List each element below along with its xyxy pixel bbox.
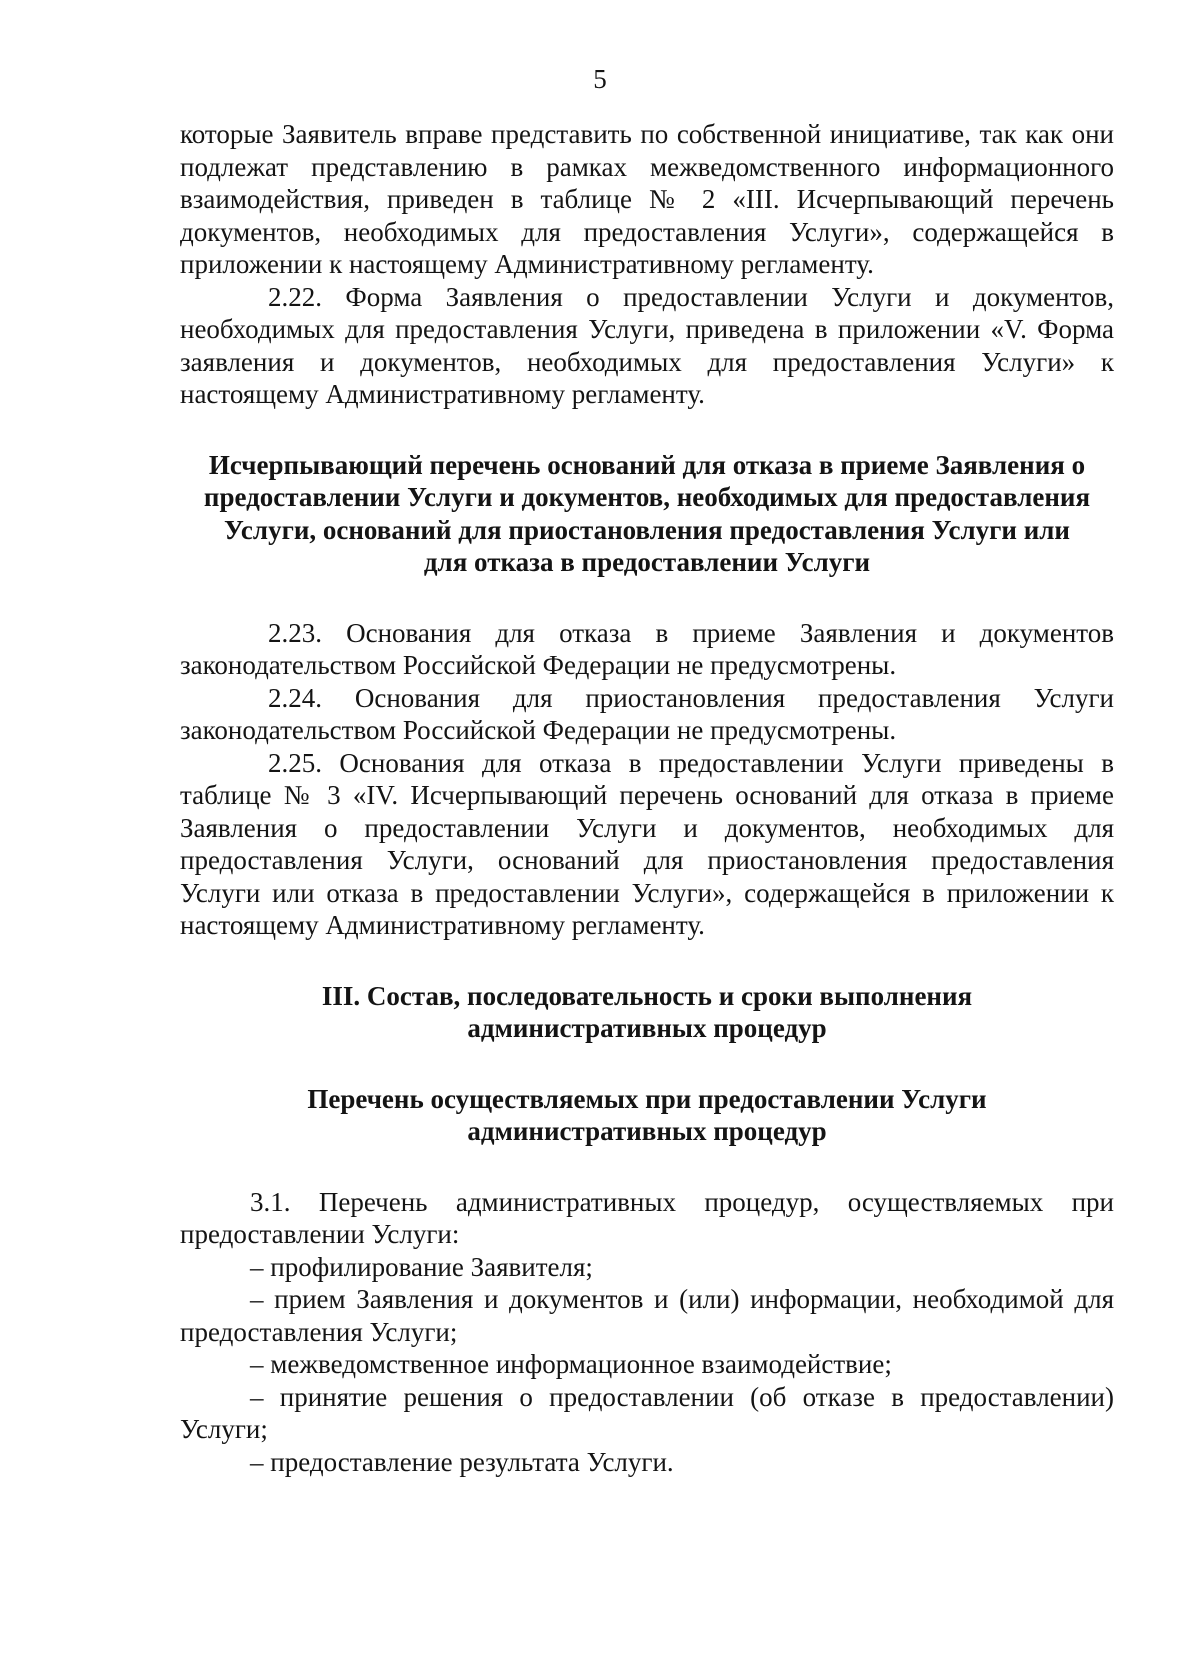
heading-line: III. Состав, последовательность и сроки выполнения <box>321 980 973 1011</box>
procedure-item: – профилирование Заявителя; <box>250 1251 593 1282</box>
heading-line: Услуги, оснований для приостановления предоставления Услуги или <box>224 514 1070 545</box>
heading-section-3 <box>180 980 1114 1045</box>
heading-line: административных процедур <box>467 1013 827 1043</box>
heading-line: Перечень осуществляемых при предоставлении Услуги <box>307 1083 987 1114</box>
paragraph-2-23: 2.23. Основания для отказа в приеме Заявления и документов законодательством Российской Федерации не предусмотрены. <box>180 617 1114 680</box>
paragraph-intro: которые Заявитель вправе представить по собственной инициативе, так как они подлежат представлению в рамках межведомственного информационного взаимодействия, приведен в таблице № 2 «III. Исчерпывающий перечень документов, необходимых для предоставления Услуги», содержащейся в приложении к настоящему Административному регламенту. <box>180 119 1114 279</box>
heading-refusal-grounds <box>180 449 1114 579</box>
procedure-item: – принятие решения о предоставлении (об отказе в предоставлении) Услуги; <box>180 1381 1114 1444</box>
heading-line: предоставлении Услуги и документов, необходимых для предоставления <box>203 482 1091 512</box>
procedure-item: – прием Заявления и документов и (или) информации, необходимой для предоставления Услуги; <box>180 1284 1114 1347</box>
heading-line: для отказа в предоставлении Услуги <box>423 547 871 577</box>
page-number: 5 <box>593 64 607 94</box>
procedure-item: – межведомственное информационное взаимодействие; <box>250 1349 892 1379</box>
paragraph-3-1: 3.1. Перечень административных процедур, осуществляемых при предоставлении Услуги: <box>180 1186 1114 1249</box>
heading-line: Исчерпывающий перечень оснований для отказа в приеме Заявления о <box>208 449 1086 480</box>
paragraph-2-24: 2.24. Основания для приостановления предоставления Услуги законодательством Российской Федерации не предусмотрены. <box>180 682 1114 745</box>
paragraph-2-22: 2.22. Форма Заявления о предоставлении Услуги и документов, необходимых для предоставления Услуги, приведена в приложении «V. Форма заявления и документов, необходимых для предоставления Услуги» к настоящему Административному регламенту. <box>180 281 1114 409</box>
heading-line: административных процедур <box>467 1116 827 1146</box>
document-body <box>180 118 1114 1478</box>
heading-procedures-list <box>180 1083 1114 1148</box>
paragraph-2-25: 2.25. Основания для отказа в предоставлении Услуги приведены в таблице № 3 «IV. Исчерпывающий перечень оснований для отказа в приеме Заявления о предоставлении Услуги и документов, необходимых для предоставления Услуги, оснований для приостановления предоставления Услуги или отказа в предоставлении Услуги», содержащейся в приложении к настоящему Административному регламенту. <box>180 747 1114 940</box>
procedure-item: – предоставление результата Услуги. <box>250 1446 674 1477</box>
